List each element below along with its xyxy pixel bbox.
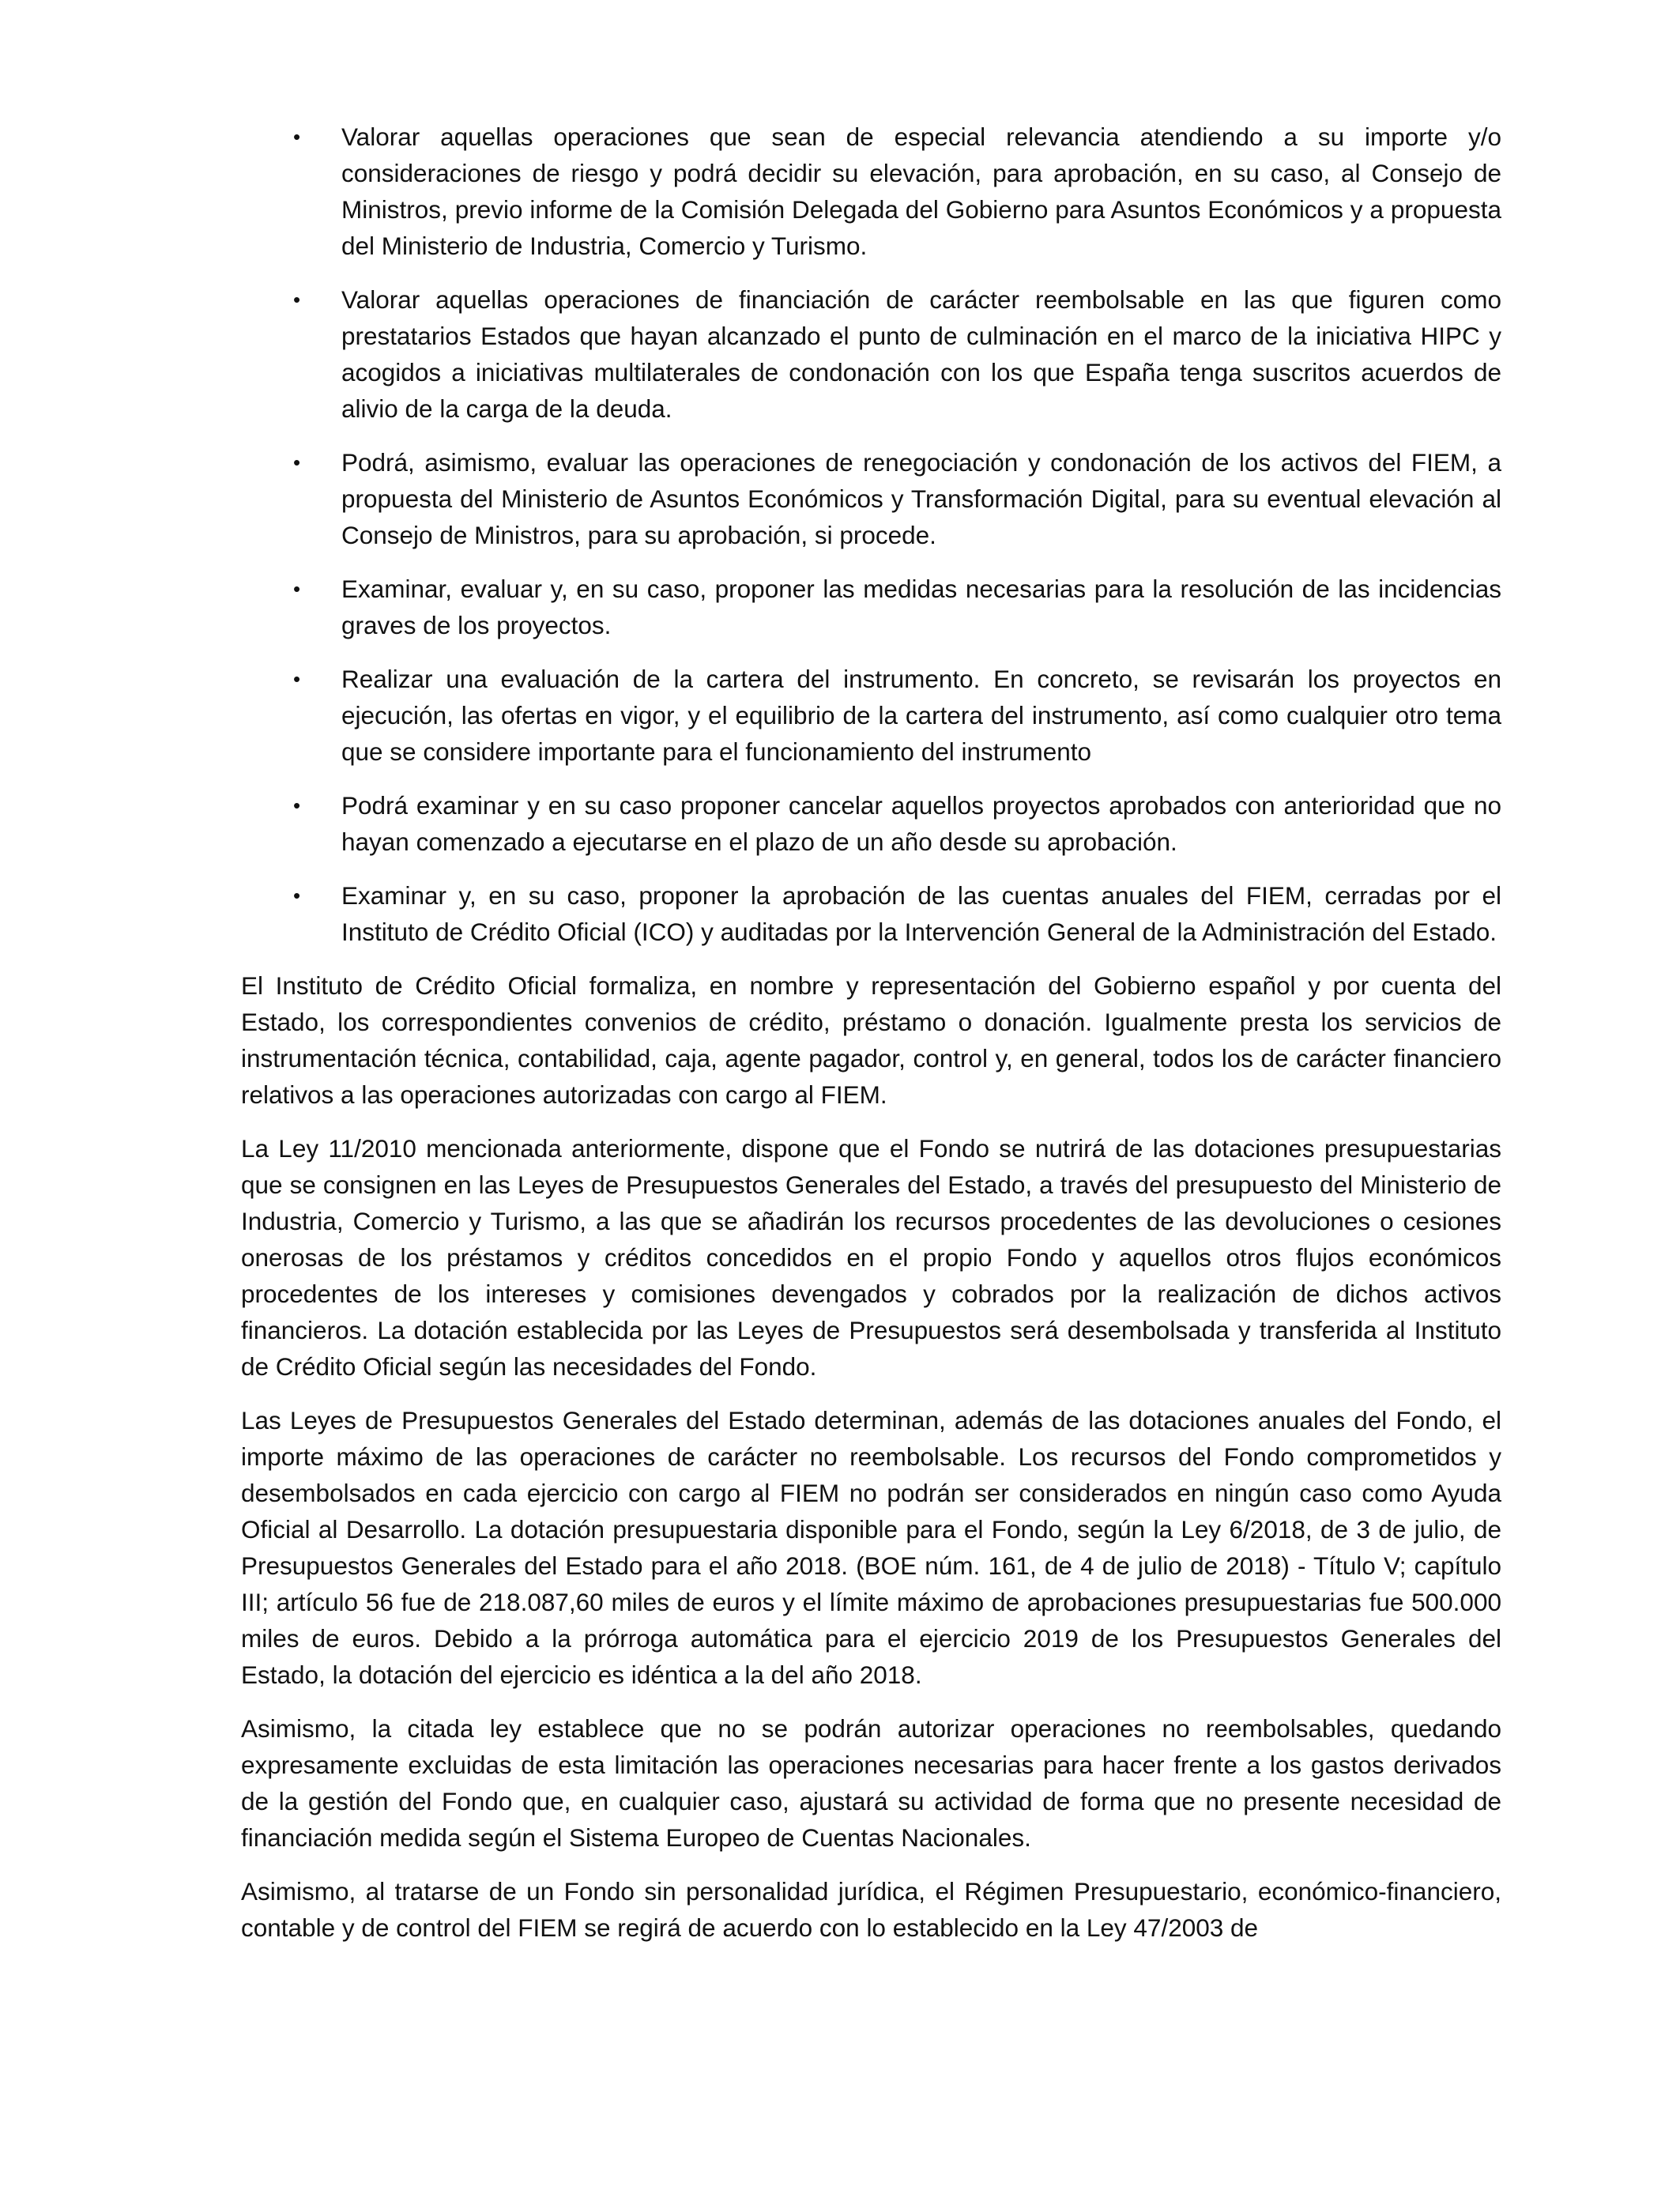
bullet-text: Realizar una evaluación de la cartera del instrumento. En concreto, se revisarán los proyectos en ejecución, las ofertas en vigor, y el equilibrio de la cartera del instrumento, así como cualquier otro tema que se considere importante para el funcionamiento del instrumento [341, 665, 1501, 766]
bullet-text: Examinar y, en su caso, proponer la aprobación de las cuentas anuales del FIEM, cerradas por el Instituto de Crédito Oficial (ICO) y auditadas por la Intervención General de la Administración del Estado. [341, 881, 1501, 946]
paragraph-regimen-presupuestario: Asimismo, al tratarse de un Fondo sin personalidad jurídica, el Régimen Presupuestario, económico-financiero, contable y de control del FIEM se regirá de acuerdo con lo establecido en la Ley 47/2003 de [241, 1877, 1501, 1942]
bullet-text: Examinar, evaluar y, en su caso, proponer las medidas necesarias para la resolución de las incidencias graves de los proyectos. [341, 575, 1501, 639]
bullet-dot-icon: • [293, 667, 301, 691]
document-page [241, 119, 1501, 1963]
bullet-text: Podrá examinar y en su caso proponer cancelar aquellos proyectos aprobados con anterioridad que no hayan comenzado a ejecutarse en el plazo de un año desde su aprobación. [341, 791, 1501, 856]
bullet-text: Valorar aquellas operaciones que sean de especial relevancia atendiendo a su importe y/o consideraciones de riesgo y podrá decidir su elevación, para aprobación, en su caso, al Consejo de Ministros, previo informe de la Comisión Delegada del Gobierno para Asuntos Económicos y a propuesta del Ministerio de Industria, Comercio y Turismo. [341, 123, 1501, 260]
bullet-item [241, 877, 1501, 950]
bullet-text: Podrá, asimismo, evaluar las operaciones de renegociación y condonación de los activos del FIEM, a propuesta del Ministerio de Asuntos Económicos y Transformación Digital, para su eventual elevación al Consejo de Ministros, para su aprobación, si procede. [341, 448, 1501, 549]
paragraph-ley-11-2010: La Ley 11/2010 mencionada anteriormente, dispone que el Fondo se nutrirá de las dotaciones presupuestarias que se consignen en las Leyes de Presupuestos Generales del Estado, a través del presupuesto del Ministerio de Industria, Comercio y Turismo, a las que se añadirán los recursos procedentes de las devoluciones o cesiones onerosas de los préstamos y créditos concedidos en el propio Fondo y aquellos otros flujos económicos procedentes de los intereses y comisiones devengados y cobrados por la realización de dichos activos financieros. La dotación establecida por las Leyes de Presupuestos será desembolsada y transferida al Instituto de Crédito Oficial según las necesidades del Fondo. [241, 1134, 1501, 1381]
bullet-item [241, 281, 1501, 427]
bullet-item [241, 571, 1501, 643]
bullet-item [241, 119, 1501, 264]
paragraph-no-reembolsables: Asimismo, la citada ley establece que no se podrán autorizar operaciones no reembolsables, quedando expresamente excluidas de esta limitación las operaciones necesarias para hacer frente a los gastos derivados de la gestión del Fondo que, en cualquier caso, ajustará su actividad de forma que no presente necesidad de financiación medida según el Sistema Europeo de Cuentas Nacionales. [241, 1714, 1501, 1852]
paragraph-ico-formalization: El Instituto de Crédito Oficial formaliza, en nombre y representación del Gobierno español y por cuenta del Estado, los correspondientes convenios de crédito, préstamo o donación. Igualmente presta los servicios de instrumentación técnica, contabilidad, caja, agente pagador, control y, en general, todos los de carácter financiero relativos a las operaciones autorizadas con cargo al FIEM. [241, 971, 1501, 1109]
bullet-dot-icon: • [293, 288, 301, 311]
paragraph-presupuestos: Las Leyes de Presupuestos Generales del Estado determinan, además de las dotaciones anuales del Fondo, el importe máximo de las operaciones de carácter no reembolsable. Los recursos del Fondo comprometidos y desembolsados en cada ejercicio con cargo al FIEM no podrán ser considerados en ningún caso como Ayuda Oficial al Desarrollo. La dotación presupuestaria disponible para el Fondo, según la Ley 6/2018, de 3 de julio, de Presupuestos Generales del Estado para el año 2018. (BOE núm. 161, de 4 de julio de 2018) - Título V; capítulo III; artículo 56 fue de 218.087,60 miles de euros y el límite máximo de aprobaciones presupuestarias fue 500.000 miles de euros. Debido a la prórroga automática para el ejercicio 2019 de los Presupuestos Generales del Estado, la dotación del ejercicio es idéntica a la del año 2018. [241, 1406, 1501, 1689]
bullet-dot-icon: • [293, 577, 301, 601]
bullet-item [241, 787, 1501, 860]
bullet-item [241, 661, 1501, 770]
bullet-dot-icon: • [293, 450, 301, 474]
bullet-item [241, 444, 1501, 553]
bullet-dot-icon: • [293, 125, 301, 149]
bullet-text: Valorar aquellas operaciones de financiación de carácter reembolsable en las que figuren como prestatarios Estados que hayan alcanzado el punto de culminación en el marco de la iniciativa HIPC y acogidos a iniciativas multilaterales de condonación con los que España tenga suscritos acuerdos de alivio de la carga de la deuda. [341, 285, 1501, 423]
bullet-dot-icon: • [293, 794, 301, 817]
bullet-dot-icon: • [293, 884, 301, 907]
bullet-list [241, 119, 1501, 950]
